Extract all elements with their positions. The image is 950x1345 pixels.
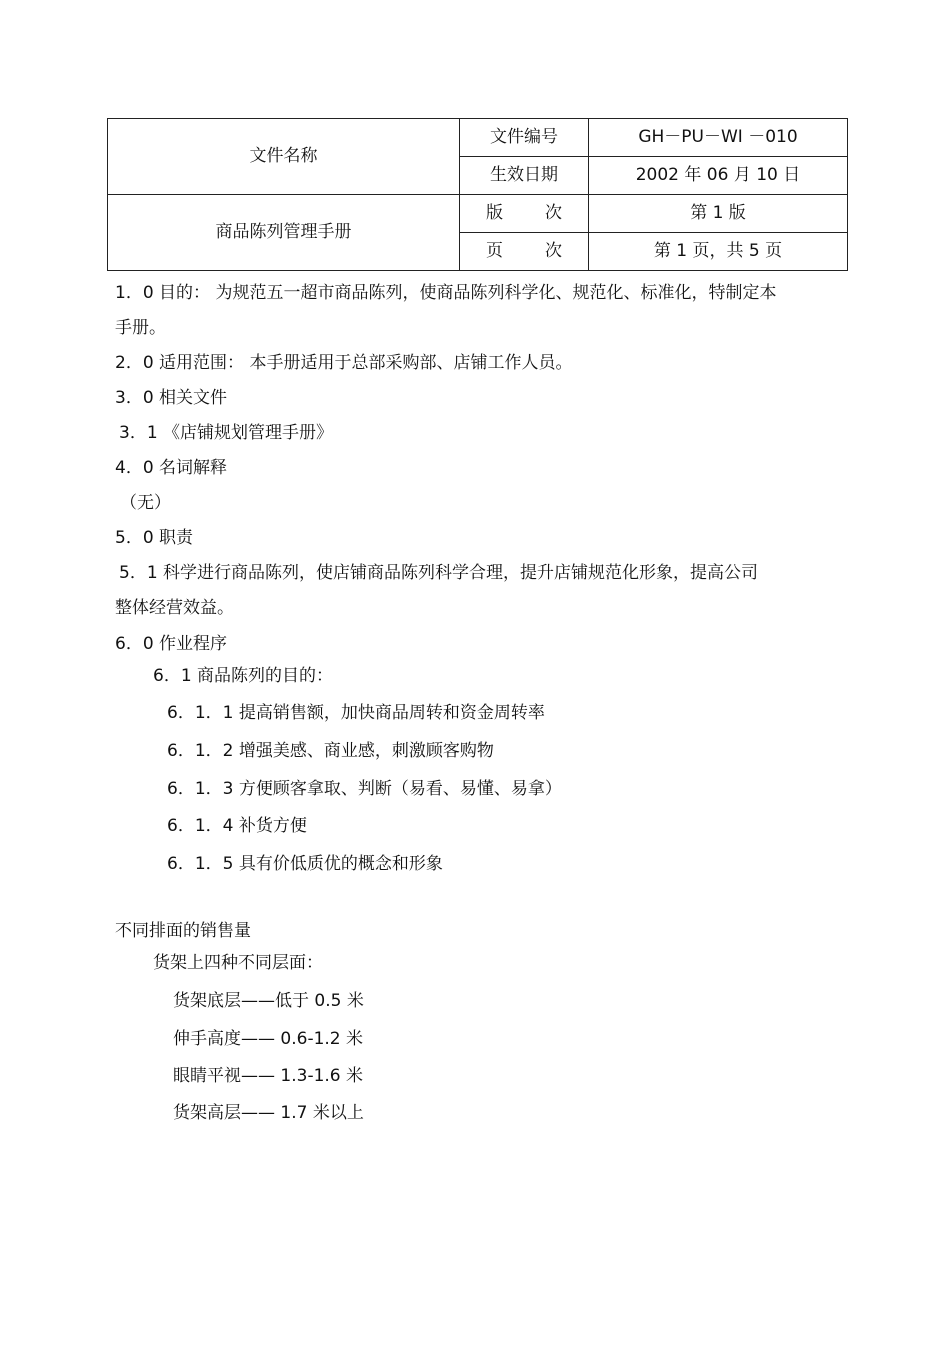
doc-name-label: 文件名称 (108, 119, 460, 195)
effective-date-label: 生效日期 (460, 157, 589, 195)
page-label-b: 次 (545, 241, 562, 262)
edition-label-b: 次 (545, 203, 562, 224)
section-4-terms: 4．0 名词解释 (115, 458, 228, 478)
section-1-purpose-line-1: 1．0 目的： 为规范五一超市商品陈列，使商品陈列科学化、规范化、标准化，特制定本 (115, 283, 777, 303)
shelf-level-bottom: 货架底层——低于 0.5 米 (173, 991, 364, 1011)
page-value: 第 1 页，共 5 页 (589, 233, 848, 271)
edition-label-a: 版 (486, 203, 503, 224)
effective-date-value: 2002 年 06 月 10 日 (589, 157, 848, 195)
section-4-none: （无） (120, 493, 171, 513)
document-header-table (107, 118, 848, 271)
page-label-a: 页 (486, 241, 503, 262)
page-label (460, 233, 589, 271)
shelf-level-eye: 眼睛平视—— 1.3-1.6 米 (173, 1066, 364, 1086)
section-1-purpose-line-2: 手册。 (115, 318, 166, 338)
section-6-1: 6．1 商品陈列的目的： (153, 666, 334, 686)
section-6-1-3: 6．1．3 方便顾客拿取、判断（易看、易懂、易拿） (167, 779, 562, 799)
section-6-1-4: 6．1．4 补货方便 (167, 816, 307, 836)
doc-no-label: 文件编号 (460, 119, 589, 157)
shelf-sales-title: 不同排面的销售量 (115, 921, 251, 941)
section-6-1-5: 6．1．5 具有价低质优的概念和形象 (167, 854, 443, 874)
section-5-1-line-1: 5．1 科学进行商品陈列，使店铺商品陈列科学合理，提升店铺规范化形象，提高公司 (119, 563, 759, 583)
section-5-1-line-2: 整体经营效益。 (115, 598, 234, 618)
shelf-level-reach: 伸手高度—— 0.6-1.2 米 (173, 1029, 364, 1049)
section-6-1-1: 6．1．1 提高销售额，加快商品周转和资金周转率 (167, 703, 545, 723)
section-2-scope: 2．0 适用范围： 本手册适用于总部采购部、店铺工作人员。 (115, 353, 573, 373)
section-5-duties: 5．0 职责 (115, 528, 194, 548)
section-6-1-2: 6．1．2 增强美感、商业感，刺激顾客购物 (167, 741, 494, 761)
doc-name-value: 商品陈列管理手册 (108, 195, 460, 271)
section-6-procedure: 6．0 作业程序 (115, 634, 228, 654)
shelf-level-top: 货架高层—— 1.7 米以上 (173, 1103, 364, 1123)
doc-no-value: GH－PU－WI －010 (589, 119, 848, 157)
section-3-related-docs: 3．0 相关文件 (115, 388, 228, 408)
section-3-1-item: 3．1 《店铺规划管理手册》 (119, 423, 334, 443)
edition-value: 第 1 版 (589, 195, 848, 233)
shelf-levels-subtitle: 货架上四种不同层面： (153, 953, 323, 973)
edition-label (460, 195, 589, 233)
